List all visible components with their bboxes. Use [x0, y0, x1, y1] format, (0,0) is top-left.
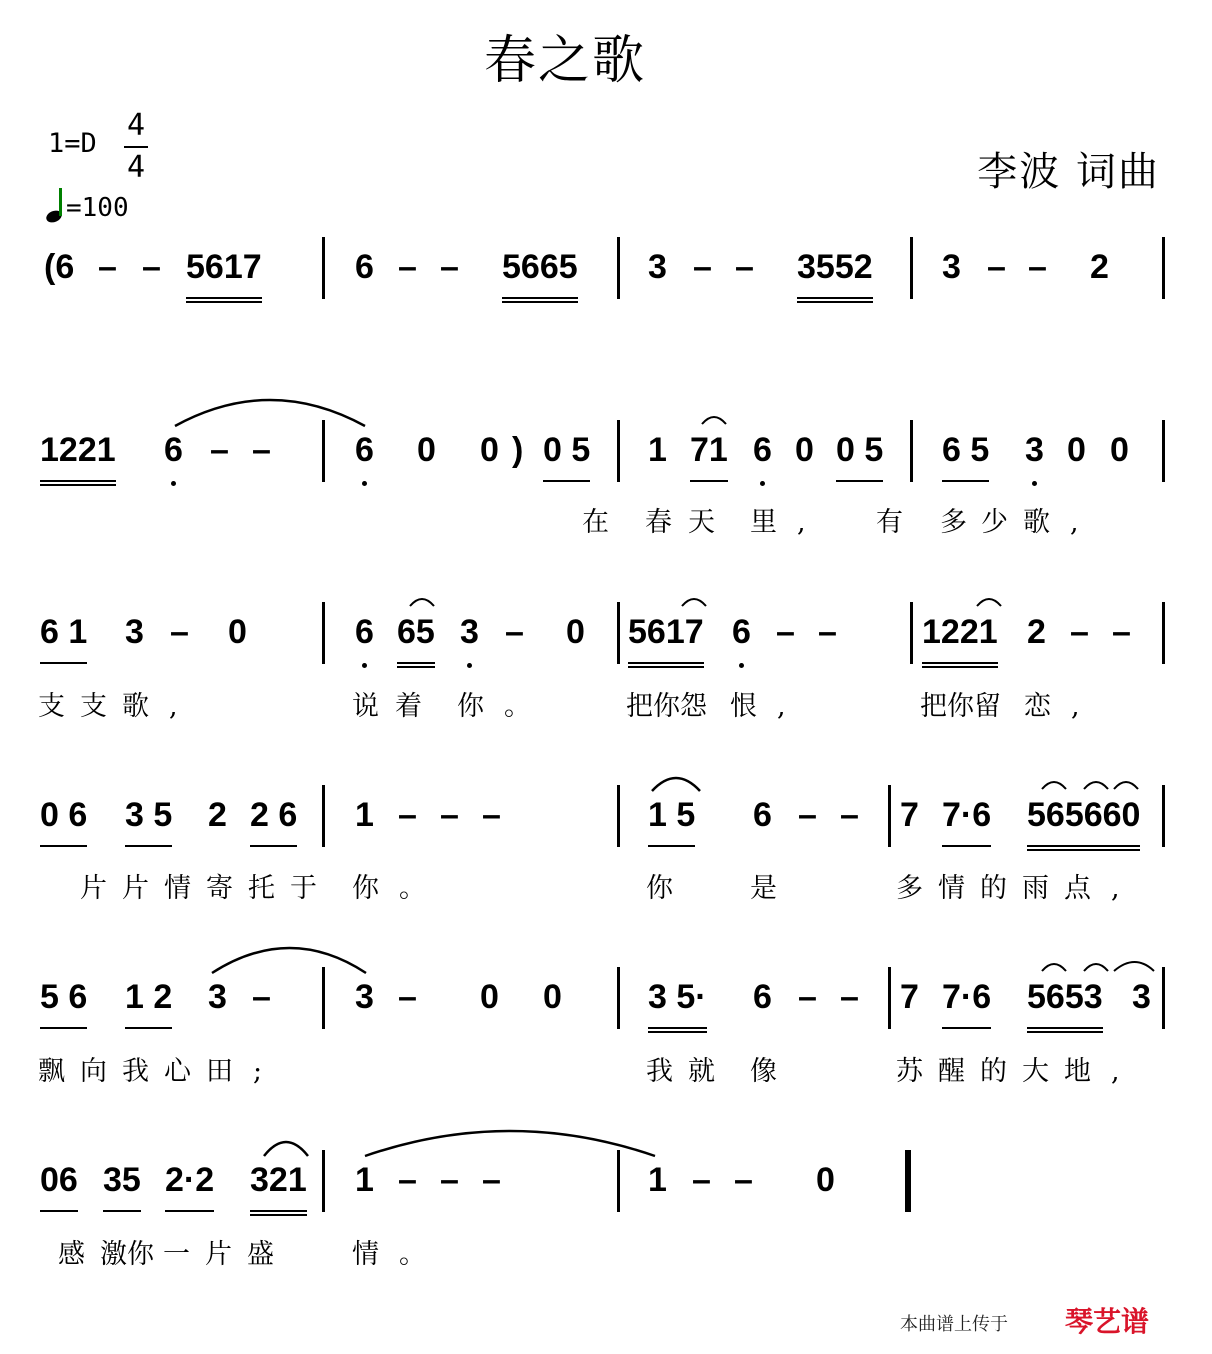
key-signature: 1=D [48, 128, 97, 159]
note: 6 [355, 420, 374, 480]
note-group: 3 5· [648, 967, 707, 1033]
note: 3 [648, 248, 667, 286]
tie-arc [1040, 959, 1160, 973]
bar-line [888, 967, 891, 1029]
lyric: 片 [205, 1239, 252, 1270]
note: 0 [1110, 431, 1129, 469]
note: 3 [1132, 978, 1151, 1016]
note: 3 [208, 978, 227, 1016]
dash: – [818, 613, 837, 651]
lyric: 像 [750, 1056, 797, 1087]
note-group: 5 6 [40, 967, 87, 1029]
lyric: 的 [980, 1056, 1027, 1087]
bar-line [888, 785, 891, 847]
score-row-1 [0, 237, 1212, 307]
dash: – [398, 1161, 417, 1199]
note: 7 [900, 978, 919, 1016]
tie-arc [700, 412, 730, 426]
lyric: 片 [80, 873, 127, 904]
lyric: 多 [896, 873, 943, 904]
lyric: 就 [688, 1056, 735, 1087]
tie-arc [1040, 777, 1150, 791]
note-group: 3552 [797, 237, 873, 303]
score-row-5 [0, 967, 1212, 1037]
note-group: 3 5 [125, 785, 172, 847]
upload-note: 本曲谱上传于 [900, 1314, 1008, 1335]
lyric: 一 [163, 1239, 210, 1270]
time-signature [122, 108, 150, 186]
note-group: 65 [397, 602, 435, 668]
quarter-note-icon [46, 190, 66, 222]
lyric: 是 [750, 873, 797, 904]
dash: – [798, 978, 817, 1016]
note: 1 [648, 431, 667, 469]
lyric: 点, [1064, 873, 1140, 904]
time-signature-top: 4 [126, 108, 146, 143]
bar-line [910, 420, 913, 482]
bar-line [1162, 785, 1165, 847]
dash: – [1028, 248, 1047, 286]
site-watermark: 琴艺谱 [1065, 1305, 1150, 1338]
tie-arc [365, 1124, 665, 1160]
note-group: 321 [250, 1150, 307, 1216]
lyric: 把你留 [920, 691, 1001, 722]
note-group: 5617 [628, 602, 704, 668]
note: 3 [942, 248, 961, 286]
tie-arc [262, 1136, 312, 1158]
lyric: 我 [122, 1056, 169, 1087]
note: 6 [753, 796, 772, 834]
note: 0 [566, 613, 585, 651]
bar-line [322, 1150, 325, 1212]
lyric: 醒 [938, 1056, 985, 1087]
note: 0 [228, 613, 247, 651]
bar-line [1162, 420, 1165, 482]
lyric: 向 [80, 1056, 127, 1087]
note: 6 [753, 978, 772, 1016]
note-group: 5665 [502, 237, 578, 303]
lyric: 恋, [1024, 691, 1100, 722]
tie-arc [175, 390, 370, 430]
dash: – [252, 431, 271, 469]
bar-line [322, 602, 325, 664]
note: 0 [1067, 431, 1086, 469]
dash: – [482, 796, 501, 834]
note: 0 [816, 1161, 835, 1199]
lyric: 你。 [457, 691, 551, 722]
tie-arc [408, 594, 438, 608]
lyric: 少 [981, 507, 1028, 538]
tempo-marking [46, 190, 129, 223]
note-group: 5617 [186, 237, 262, 303]
time-signature-bottom: 4 [126, 150, 146, 185]
composer-credit: 李波 词曲 [977, 149, 1160, 195]
note: 3 [125, 613, 144, 651]
dash: – [440, 248, 459, 286]
lyric-row-4 [0, 866, 1212, 906]
bar-line [1162, 602, 1165, 664]
dash: – [252, 978, 271, 1016]
note-group: 35 [103, 1150, 141, 1212]
lyric: 心 [164, 1056, 211, 1087]
note-group: 6 5 [942, 420, 989, 482]
score-title: 春之歌 [483, 31, 646, 91]
note: 0 [480, 978, 499, 1016]
note-group: 2·2 [165, 1150, 214, 1212]
lyric: 在 [582, 507, 629, 538]
bar-line [910, 237, 913, 299]
lyric: 地, [1064, 1056, 1140, 1087]
tie-arc [212, 939, 372, 977]
note-group: 2 6 [250, 785, 297, 847]
lyric: 片 [122, 873, 169, 904]
dash: – [776, 613, 795, 651]
lyric: 恨, [730, 691, 806, 722]
dash: – [482, 1161, 501, 1199]
note: 2 [1027, 613, 1046, 651]
note: 6 [164, 420, 183, 480]
lyric: 盛 [247, 1239, 294, 1270]
note: 1 [355, 1161, 374, 1199]
note: 6 [355, 248, 374, 286]
tie-arc [975, 594, 1005, 608]
lyric: 你。 [352, 873, 446, 904]
note-group: 0 6 [40, 785, 87, 847]
lyric: 支 [38, 691, 85, 722]
dash: – [440, 796, 459, 834]
lyric-row-2 [0, 500, 1212, 540]
lyric: 托 [248, 873, 295, 904]
dash: – [798, 796, 817, 834]
bar-line [617, 420, 620, 482]
note-group: 565660 [1027, 785, 1140, 851]
note: 3 [355, 978, 374, 1016]
dash: – [840, 978, 859, 1016]
lyric: 天 [688, 507, 735, 538]
note: 2 [1090, 248, 1109, 286]
lyric: 情。 [352, 1239, 446, 1270]
dash: – [987, 248, 1006, 286]
dash: – [735, 248, 754, 286]
bar-line [617, 785, 620, 847]
lyric: 歌, [122, 691, 198, 722]
dash: – [142, 248, 161, 286]
lyric: 春 [645, 507, 692, 538]
note: 6 [732, 602, 751, 662]
note-group: 6 1 [40, 602, 87, 664]
dash: – [398, 248, 417, 286]
lyric: 的 [980, 873, 1027, 904]
lyric: 田; [206, 1056, 283, 1087]
lyric: 于 [290, 873, 337, 904]
tie-arc [650, 773, 705, 793]
lyric-row-5 [0, 1049, 1212, 1089]
note: 2 [208, 796, 227, 834]
dash: – [505, 613, 524, 651]
lyric: 多 [940, 507, 987, 538]
lyric-row-6 [0, 1232, 1212, 1272]
note: (6 [44, 248, 75, 286]
bar-line [617, 967, 620, 1029]
note-group: 1221 [40, 420, 116, 486]
lyric: 里, [750, 507, 826, 538]
dash: – [734, 1161, 753, 1199]
note: 3 [1025, 420, 1044, 480]
lyric: 我 [646, 1056, 693, 1087]
dash: – [98, 248, 117, 286]
lyric: 支 [80, 691, 127, 722]
final-bar-line [905, 1150, 911, 1212]
dash: – [1070, 613, 1089, 651]
lyric: 情 [938, 873, 985, 904]
note: 7 [900, 796, 919, 834]
lyric: 歌, [1023, 507, 1099, 538]
bar-line [1162, 237, 1165, 299]
note: 3 [460, 602, 479, 662]
note: 6 [355, 602, 374, 662]
note: 0 [543, 978, 562, 1016]
score-row-6 [0, 1150, 1212, 1220]
dash: – [398, 978, 417, 1016]
lyric: 飘 [38, 1056, 85, 1087]
lyric: 有 [876, 507, 923, 538]
bar-line [910, 602, 913, 664]
bar-line [1162, 967, 1165, 1029]
lyric: 情 [164, 873, 211, 904]
dash: – [693, 248, 712, 286]
note: 0 [795, 431, 814, 469]
dash: – [840, 796, 859, 834]
note-group: 7·6 [942, 785, 991, 847]
note-group: 7·6 [942, 967, 991, 1029]
note: 0 [480, 431, 499, 469]
note-group: 1221 [922, 602, 998, 668]
lyric: 你 [646, 873, 693, 904]
note-group: 5653 [1027, 967, 1103, 1033]
note: 0 [417, 431, 436, 469]
bar-line [617, 237, 620, 299]
score-row-4 [0, 785, 1212, 855]
lyric-row-3 [0, 684, 1212, 724]
note: 1 [648, 1161, 667, 1199]
bar-line [322, 237, 325, 299]
dash: – [692, 1161, 711, 1199]
note-group: 71 [690, 420, 728, 482]
note: 6 [753, 420, 772, 480]
tie-arc [680, 594, 710, 608]
note-group: 06 [40, 1150, 78, 1212]
bar-line [322, 785, 325, 847]
bracket: ) [512, 431, 524, 469]
lyric: 寄 [206, 873, 253, 904]
lyric: 苏 [896, 1056, 943, 1087]
lyric: 感 [58, 1239, 105, 1270]
dash: – [398, 796, 417, 834]
note-group: 1 5 [648, 785, 695, 847]
lyric: 大 [1022, 1056, 1069, 1087]
tempo-value: =100 [66, 193, 129, 223]
score-row-3 [0, 602, 1212, 672]
dash: – [210, 431, 229, 469]
dash: – [170, 613, 189, 651]
dash: – [440, 1161, 459, 1199]
bar-line [617, 602, 620, 664]
note-group: 0 5 [836, 420, 883, 482]
lyric: 说 [352, 691, 399, 722]
lyric: 把你怨 [626, 691, 707, 722]
note-group: 1 2 [125, 967, 172, 1029]
dash: – [1112, 613, 1131, 651]
note: 1 [355, 796, 374, 834]
lyric: 着 [395, 691, 442, 722]
note-group: 0 5 [543, 420, 590, 482]
score-row-2 [0, 420, 1212, 490]
lyric: 激你 [100, 1239, 154, 1270]
lyric: 雨 [1022, 873, 1069, 904]
